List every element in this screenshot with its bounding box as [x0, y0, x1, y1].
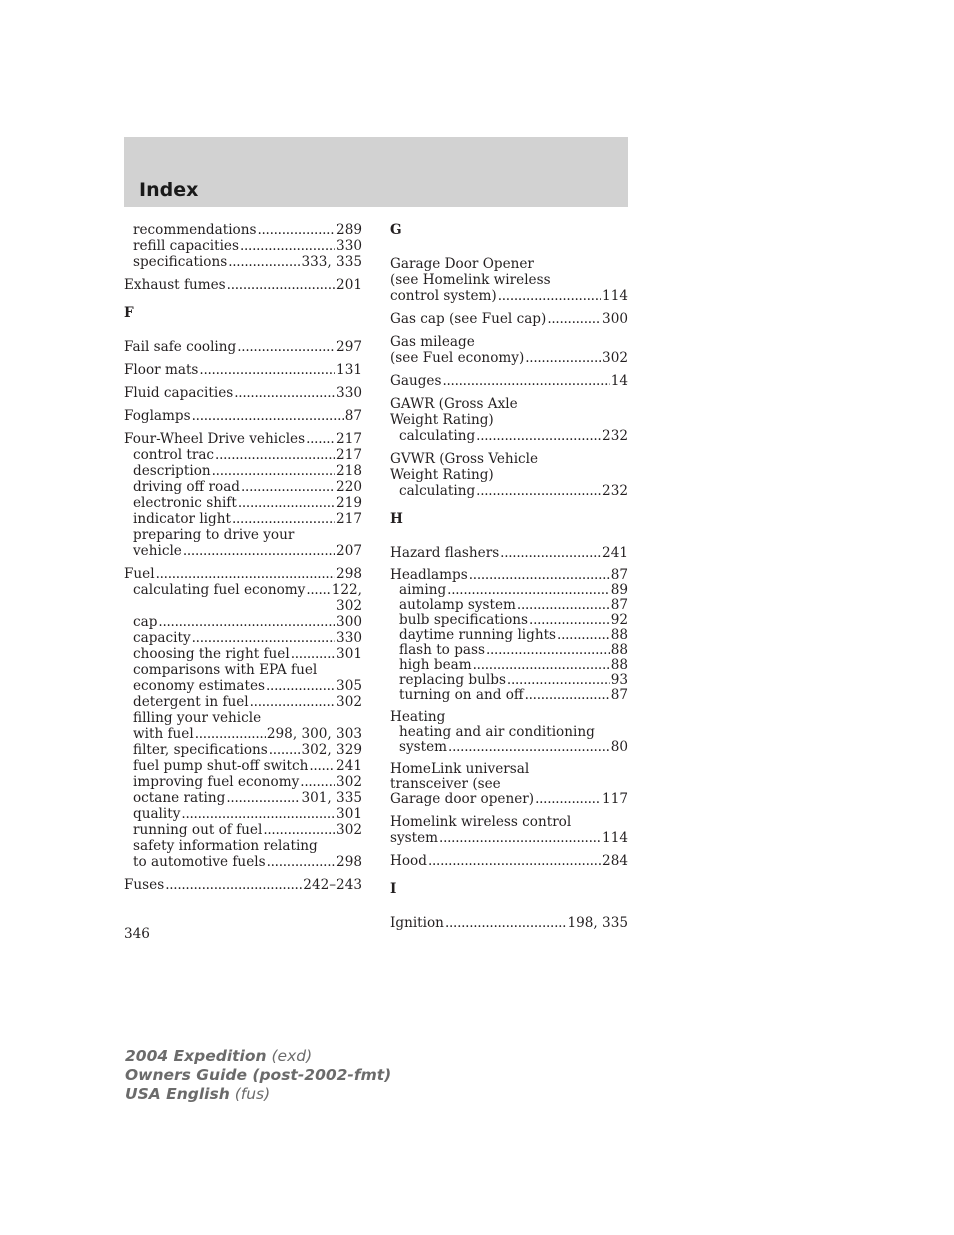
- index-subentry: preparing to drive your: [133, 527, 295, 543]
- index-entry: Gas cap (see Fuel cap) . . . 300: [390, 311, 628, 327]
- page-number: 346: [124, 926, 150, 942]
- index-subentry: improving fuel economy . . . 302: [133, 774, 362, 790]
- index-column-right: [390, 222, 628, 938]
- footer-line-1: 2004 Expedition (exd): [125, 1047, 313, 1065]
- index-entry: Gauges . . . 14: [390, 373, 628, 389]
- index-subentry: comparisons with EPA fuel: [133, 662, 318, 678]
- index-subentry: specifications . . . 333, 335: [133, 254, 362, 270]
- index-entry: Foglamps . . . 87: [124, 408, 362, 424]
- index-entry: HomeLink universal transceiver (see Garage door opener) . . . 117: [390, 762, 628, 807]
- index-subentry: vehicle . . . 207: [133, 543, 362, 559]
- index-subentry: filling your vehicle: [133, 710, 262, 726]
- index-subentry: indicator light . . . 217: [133, 511, 362, 527]
- index-entry: Hazard flashers . . . 241: [390, 545, 628, 561]
- index-entry: Garage Door Opener (see Homelink wireless control system) . . . 114: [390, 256, 628, 304]
- index-entry: Fuses . . . 242–243: [124, 877, 362, 893]
- index-subentry: to automotive fuels . . . 298: [133, 854, 362, 870]
- index-subentry-continuation: 302: [336, 598, 362, 614]
- index-entry: GVWR (Gross Vehicle Weight Rating) calculating . . . 232: [390, 451, 628, 499]
- index-subentry: running out of fuel . . . 302: [133, 822, 362, 838]
- section-title: Index: [139, 179, 199, 201]
- index-entry: Homelink wireless control system . . . 114: [390, 814, 628, 846]
- index-subentry: replacing bulbs . . . 93: [399, 673, 628, 688]
- index-subentry: daytime running lights . . . 88: [399, 628, 628, 643]
- index-column-left: [124, 222, 362, 900]
- section-letter-h: H: [390, 511, 403, 527]
- index-entry: Exhaust fumes . . . 201: [124, 277, 362, 293]
- index-subentry: bulb specifications . . . 92: [399, 613, 628, 628]
- section-letter-g: G: [390, 222, 402, 238]
- index-subentry: quality . . . 301: [133, 806, 362, 822]
- index-subentry: aiming . . . 89: [399, 583, 628, 598]
- index-entry: Ignition . . . 198, 335: [390, 915, 628, 931]
- document-footer: [125, 1047, 391, 1104]
- index-entry: Fluid capacities . . . 330: [124, 385, 362, 401]
- index-subentry: driving off road . . . 220: [133, 479, 362, 495]
- index-subentry: capacity . . . 330: [133, 630, 362, 646]
- index-subentry: turning on and off . . . 87: [399, 688, 628, 703]
- index-subentry: autolamp system . . . 87: [399, 598, 628, 613]
- index-entry: Heating heating and air conditioning system . . . 80: [390, 710, 628, 755]
- index-subentry: detergent in fuel . . . 302: [133, 694, 362, 710]
- index-subentry: control trac . . . 217: [133, 447, 362, 463]
- index-subentry: safety information relating: [133, 838, 318, 854]
- section-letter-f: F: [124, 305, 134, 321]
- index-entry: Gas mileage (see Fuel economy) . . . 302: [390, 334, 628, 366]
- index-subentry: electronic shift . . . 219: [133, 495, 362, 511]
- index-subentry: flash to pass . . . 88: [399, 643, 628, 658]
- index-entry-four-wheel-drive: Four-Wheel Drive vehicles . . . 217 control trac . . . 217 description . . . 218 driving off road . . . 220 electronic shift . . . 219 indicator light . . . 217 preparing to drive your vehicle . . . 207: [124, 431, 362, 559]
- index-subentry: recommendations . . . 289: [133, 222, 362, 238]
- section-header: [124, 137, 628, 207]
- index-entry-continued-e: [124, 222, 362, 270]
- index-entry: GAWR (Gross Axle Weight Rating) calculating . . . 232: [390, 396, 628, 444]
- index-entry-headlamps: Headlamps . . . 87 aiming . . . 89 autolamp system . . . 87 bulb specifications . . . 92 daytime running lights . . . 88 flash to pass . . . 88 high beam . . . 88 replacing bulbs . . . 93 turning on and off . . . 87: [390, 568, 628, 703]
- footer-line-2: Owners Guide (post-2002-fmt): [125, 1066, 392, 1084]
- index-entry-fuel: Fuel . . . 298 calculating fuel economy . . . 122, 302 cap . . . 300 capacity . . . 330 choosing the right fuel . . . 301 comparisons with EPA fuel economy estimates . . . 305 detergent in fuel . . . 302 filling your vehicle with fuel . . . 298, 300, 303 filter, specifications . . . 302, 329 fuel pump shut-off switch . . . 241 improving fuel economy . . . 302 octane rating . . . 301, 335 quality . . . 301 running out of fuel . . . 302 safety information relating to automotive fuels . . . 298: [124, 566, 362, 870]
- index-entry: Floor mats . . . 131: [124, 362, 362, 378]
- index-entry: Hood . . . 284: [390, 853, 628, 869]
- section-letter-i: I: [390, 881, 397, 897]
- index-subentry: calculating fuel economy . . . 122,: [133, 582, 362, 598]
- index-subentry: cap . . . 300: [133, 614, 362, 630]
- index-subentry: description . . . 218: [133, 463, 362, 479]
- index-subentry: fuel pump shut-off switch . . . 241: [133, 758, 362, 774]
- index-subentry: filter, specifications . . . 302, 329: [133, 742, 362, 758]
- index-subentry: economy estimates . . . 305: [133, 678, 362, 694]
- index-subentry: choosing the right fuel . . . 301: [133, 646, 362, 662]
- index-entry: Fail safe cooling . . . 297: [124, 339, 362, 355]
- index-subentry: with fuel . . . 298, 300, 303: [133, 726, 362, 742]
- index-subentry: octane rating . . . 301, 335: [133, 790, 362, 806]
- index-subentry: high beam . . . 88: [399, 658, 628, 673]
- index-subentry: refill capacities . . . 330: [133, 238, 362, 254]
- footer-line-3: USA English (fus): [125, 1085, 271, 1103]
